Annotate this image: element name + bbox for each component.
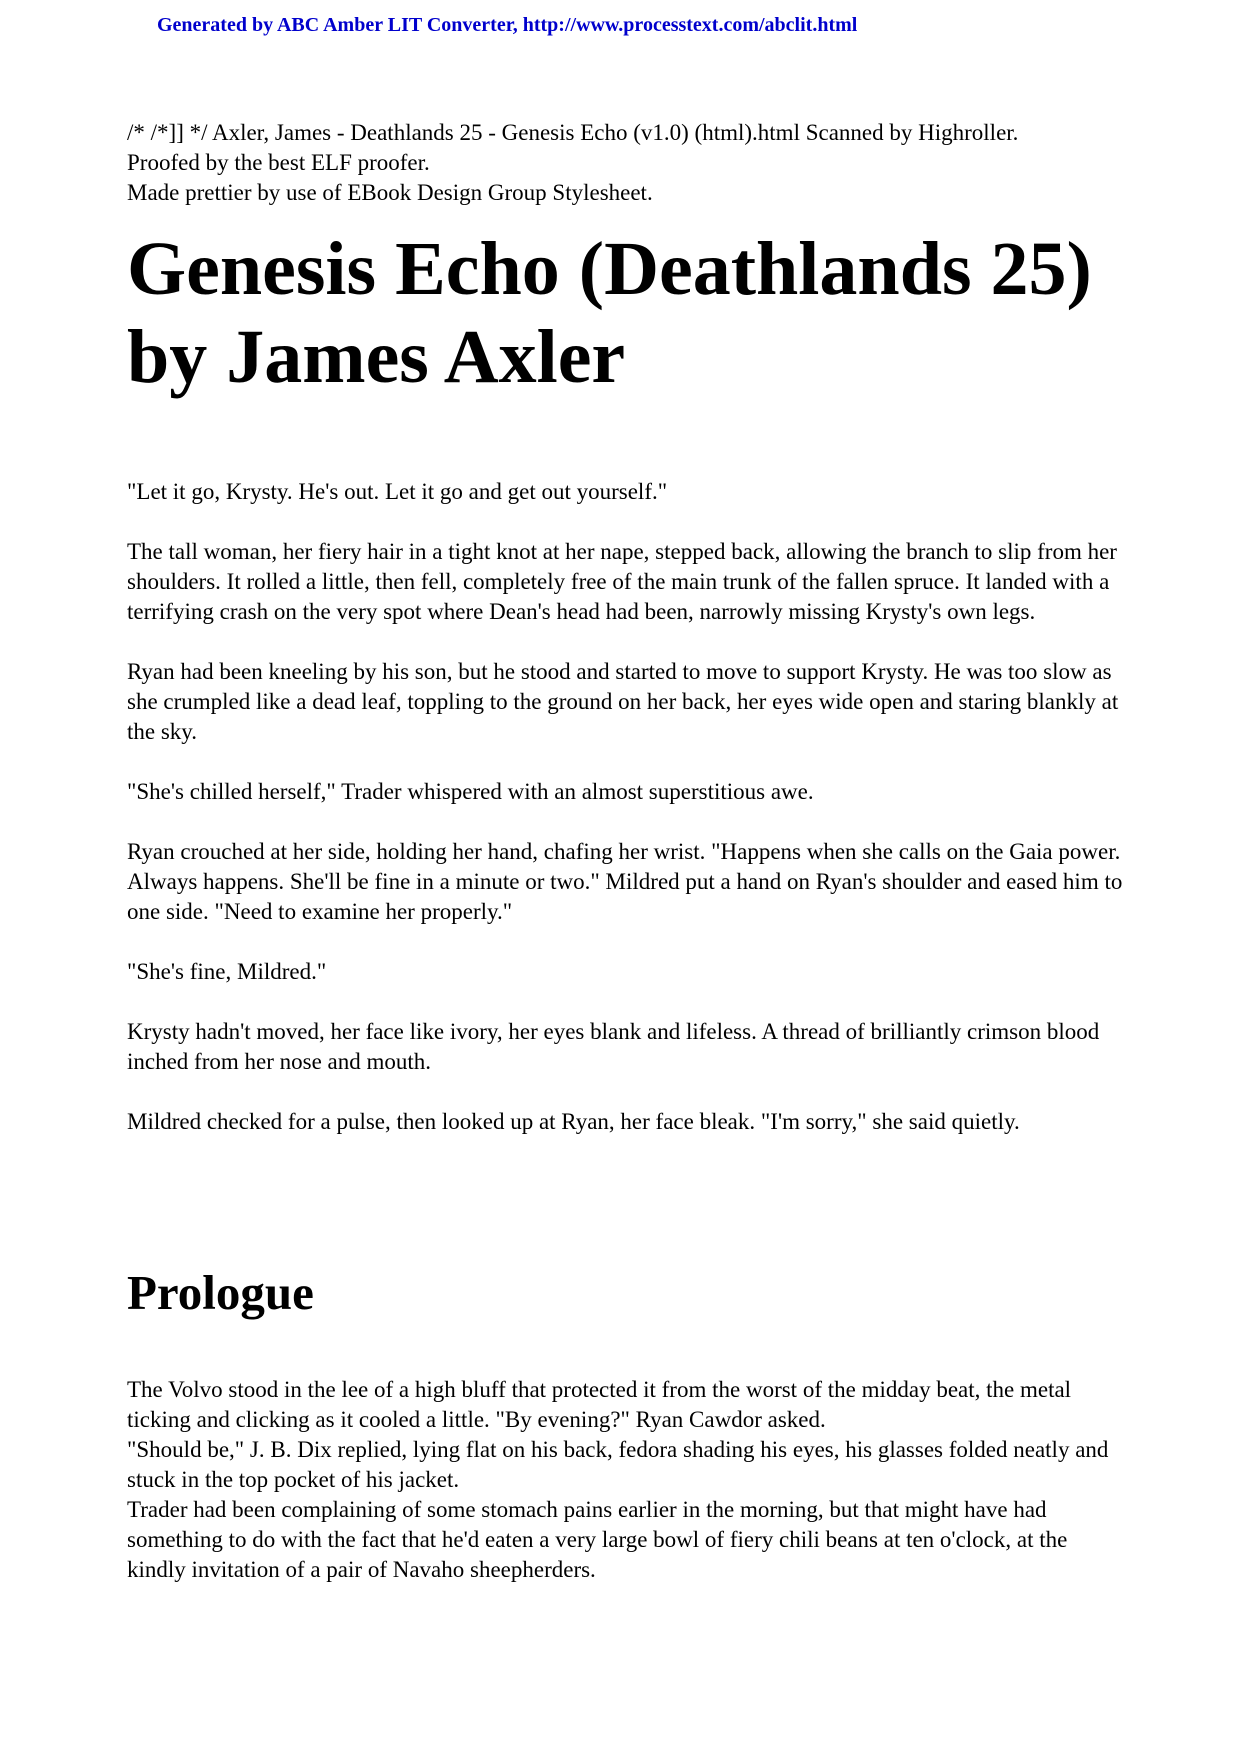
meta-line: Made prettier by use of EBook Design Group Stylesheet. <box>127 180 653 205</box>
document-meta <box>127 118 1127 208</box>
teaser-paragraph: Krysty hadn't moved, her face like ivory, her eyes blank and lifeless. A thread of brilliantly crimson blood inched from her nose and mouth. <box>127 1019 1100 1074</box>
converter-banner-link[interactable]: Generated by ABC Amber LIT Converter, http://www.processtext.com/abclit.html <box>157 14 858 36</box>
prologue-paragraph: Trader had been complaining of some stomach pains earlier in the morning, but that might have had something to do with the fact that he'd eaten a very large bowl of fiery chili beans at ten o'clock, at the kindly invitation of a pair of Navaho sheepherders. <box>127 1497 1068 1582</box>
teaser-paragraph: Ryan crouched at her side, holding her hand, chafing her wrist. "Happens when she calls on the Gaia power. Always happens. She'll be fine in a minute or two." Mildred put a hand on Ryan's shoulder and eased him to one side. "Need to examine her properly." <box>127 839 1123 924</box>
meta-line: Proofed by the best ELF proofer. <box>127 150 430 175</box>
chapter-heading: Prologue <box>127 1265 314 1320</box>
prologue-section <box>127 1375 1127 1585</box>
teaser-paragraph: "She's fine, Mildred." <box>127 959 327 984</box>
prologue-paragraph: The Volvo stood in the lee of a high bluff that protected it from the worst of the midday beat, the metal ticking and clicking as it cooled a little. "By evening?" Ryan Cawdor asked. <box>127 1377 1072 1432</box>
teaser-paragraph: "Let it go, Krysty. He's out. Let it go and get out yourself." <box>127 479 668 504</box>
document-body <box>127 118 1127 1585</box>
prologue-paragraph: "Should be," J. B. Dix replied, lying flat on his back, fedora shading his eyes, his glasses folded neatly and stuck in the top pocket of his jacket. <box>127 1437 1109 1492</box>
book-title-line: Genesis Echo (Deathlands 25) <box>127 227 1092 311</box>
teaser-section <box>127 477 1127 1137</box>
meta-line: /* /*]] */ Axler, James - Deathlands 25 - Genesis Echo (v1.0) (html).html Scanned by Highroller. <box>127 120 1019 145</box>
teaser-paragraph: "She's chilled herself," Trader whispered with an almost superstitious awe. <box>127 779 814 804</box>
book-title <box>127 225 1127 401</box>
teaser-paragraph: The tall woman, her fiery hair in a tight knot at her nape, stepped back, allowing the branch to slip from her shoulders. It rolled a little, then fell, completely free of the main trunk of the fallen spruce. It landed with a terrifying crash on the very spot where Dean's head had been, narrowly missing Krysty's own legs. <box>127 539 1117 624</box>
teaser-paragraph: Mildred checked for a pulse, then looked up at Ryan, her face bleak. "I'm sorry," she said quietly. <box>127 1109 1020 1134</box>
teaser-paragraph: Ryan had been kneeling by his son, but he stood and started to move to support Krysty. He was too slow as she crumpled like a dead leaf, toppling to the ground on her back, her eyes wide open and staring blankly at the sky. <box>127 659 1119 744</box>
book-author-line: by James Axler <box>127 315 626 399</box>
